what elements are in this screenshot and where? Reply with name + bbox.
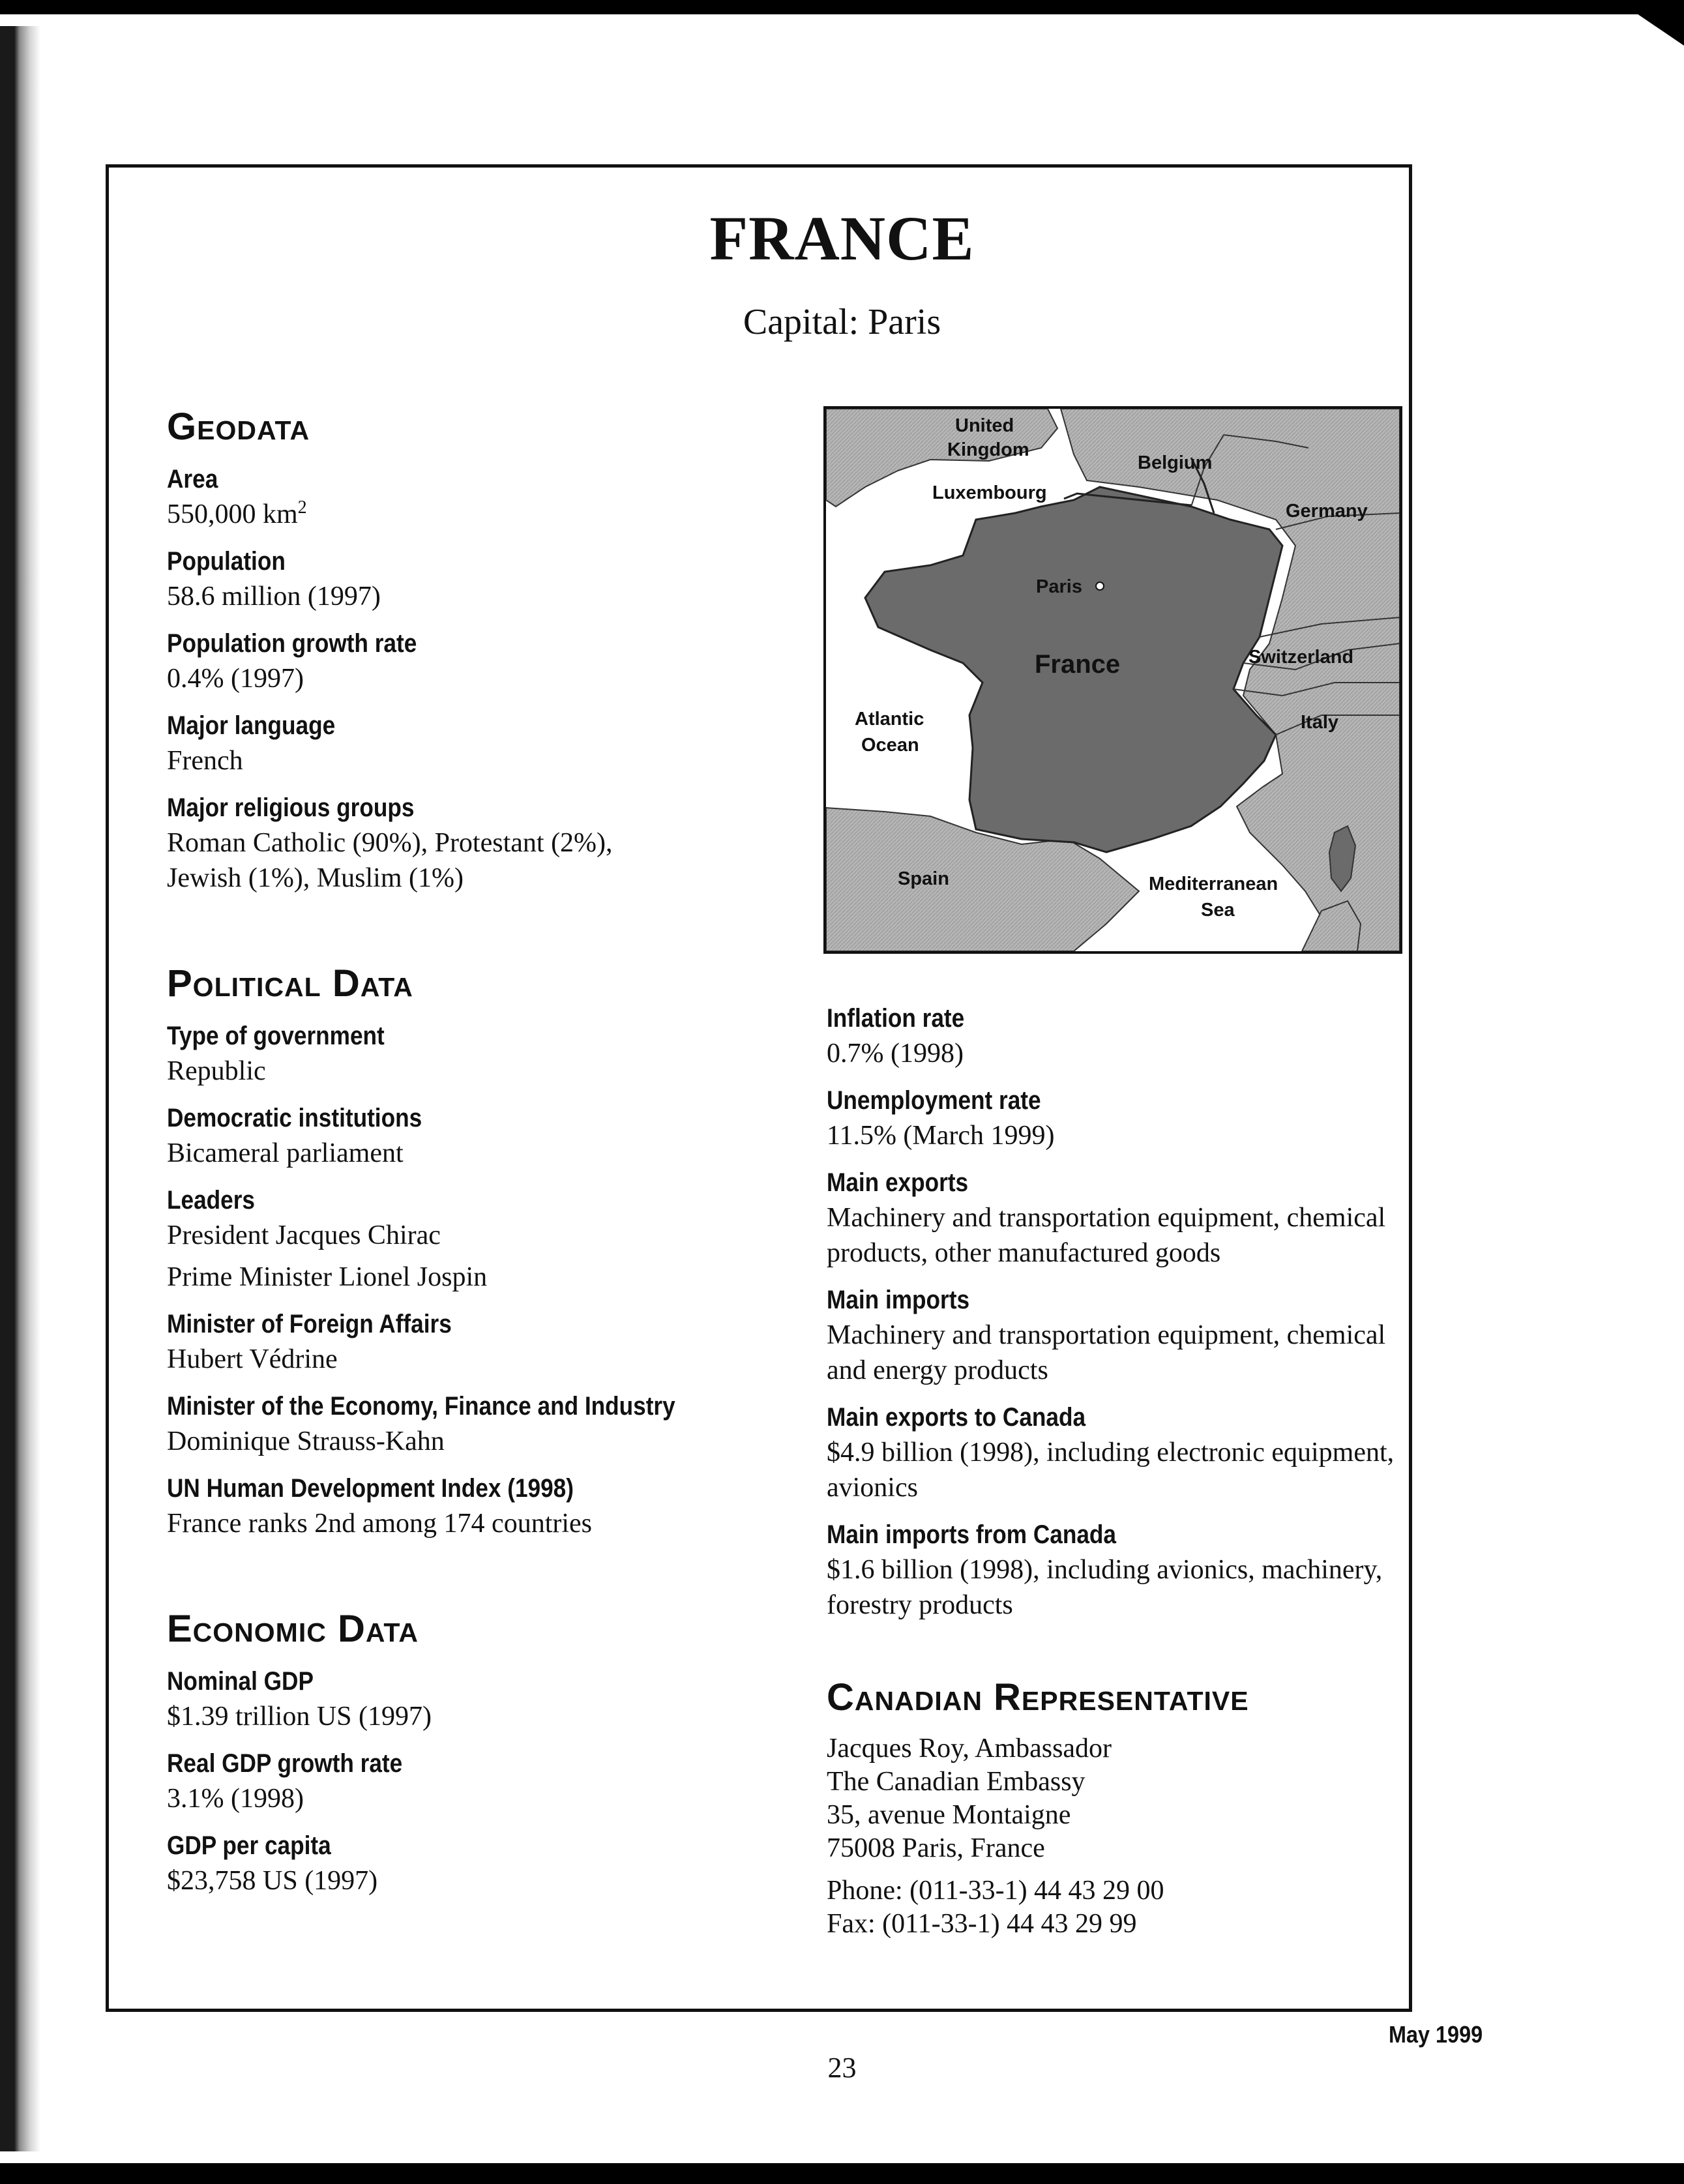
main-imports-field (827, 1282, 1446, 1388)
religion-value-line2: Jewish (1%), Muslim (1%) (167, 863, 464, 893)
foreign-minister-field (167, 1306, 819, 1377)
inflation-field (827, 1001, 1446, 1071)
main-imports-value-line2: and energy products (827, 1355, 1048, 1385)
exports-to-canada-value-line1: $4.9 billion (1998), including electronic equipment, (827, 1438, 1395, 1468)
map-label-france: France (1035, 650, 1121, 679)
map-label-mediterranean: Mediterranean (1149, 874, 1278, 894)
area-exponent: 2 (297, 497, 307, 518)
map-label-united: United (955, 415, 1014, 436)
exports-to-canada-field (827, 1400, 1446, 1505)
government-label: Type of government (167, 1022, 385, 1050)
unemployment-field (827, 1083, 1446, 1153)
economy-minister-field (167, 1389, 819, 1459)
imports-from-canada-field (827, 1517, 1446, 1623)
map-label-spain: Spain (898, 868, 949, 889)
gdp-growth-field (167, 1746, 819, 1816)
religion-value-line1: Roman Catholic (90%), Protestant (2%), (167, 828, 613, 858)
hdi-value: France ranks 2nd among 174 countries (167, 1509, 593, 1539)
main-exports-value-line2: products, other manufactured goods (827, 1238, 1221, 1268)
main-exports-value-line1: Machinery and transportation equipment, chemical (827, 1203, 1386, 1233)
map-label-switzerland: Switzerland (1248, 647, 1354, 668)
map-label-sea: Sea (1201, 900, 1235, 921)
footer-date: May 1999 (1389, 2021, 1483, 2048)
foreign-minister-value: Hubert Védrine (167, 1344, 338, 1374)
religion-field (167, 790, 819, 896)
leader-president: President Jacques Chirac (167, 1220, 441, 1250)
main-exports-field (827, 1165, 1446, 1271)
france-map-svg (826, 409, 1400, 951)
population-growth-label: Population growth rate (167, 629, 417, 658)
map-label-luxembourg: Luxembourg (932, 482, 1047, 503)
france-map (823, 406, 1402, 954)
imports-from-canada-label: Main imports from Canada (827, 1520, 1116, 1549)
embassy-street: 35, avenue Montaigne (827, 1800, 1071, 1830)
embassy-name: The Canadian Embassy (827, 1767, 1086, 1797)
map-label-paris: Paris (1036, 576, 1082, 597)
language-value: French (167, 746, 243, 776)
hdi-field (167, 1471, 819, 1541)
main-imports-value-line1: Machinery and transportation equipment, chemical (827, 1320, 1386, 1350)
map-label-ocean: Ocean (861, 735, 919, 756)
population-growth-field (167, 626, 819, 696)
scan-binding-edge (0, 26, 40, 2151)
leader-prime-minister: Prime Minister Lionel Jospin (167, 1262, 488, 1292)
scan-border-top (0, 0, 1684, 14)
scan-border-bottom (0, 2163, 1684, 2184)
map-label-italy: Italy (1301, 712, 1339, 733)
economy-minister-value: Dominique Strauss-Kahn (167, 1426, 445, 1456)
foreign-minister-label: Minister of Foreign Affairs (167, 1310, 452, 1338)
geodata-heading: Geodata (167, 406, 310, 448)
institutions-value: Bicameral parliament (167, 1138, 404, 1168)
population-growth-value: 0.4% (1997) (167, 664, 304, 694)
capital-subtitle: Capital: Paris (743, 302, 941, 342)
language-field (167, 708, 819, 778)
map-label-belgium: Belgium (1138, 452, 1213, 473)
right-column (827, 1001, 1446, 1941)
main-exports-label: Main exports (827, 1168, 969, 1197)
area-number: 550,000 km (167, 499, 298, 529)
gdp-per-capita-field (167, 1828, 819, 1898)
nominal-gdp-label: Nominal GDP (167, 1667, 314, 1696)
unemployment-value: 11.5% (March 1999) (827, 1121, 1055, 1151)
nominal-gdp-field (167, 1664, 819, 1734)
representative-heading: Canadian Representative (827, 1676, 1249, 1719)
religion-label: Major religious groups (167, 793, 415, 822)
population-field (167, 544, 819, 614)
left-column (167, 404, 819, 1910)
institutions-field (167, 1100, 819, 1171)
embassy-phone: Phone: (011-33-1) 44 43 29 00 (827, 1876, 1164, 1906)
nominal-gdp-value: $1.39 trillion US (1997) (167, 1702, 432, 1732)
page-number: 23 (827, 2052, 857, 2084)
imports-from-canada-value-line1: $1.6 billion (1998), including avionics, machinery, (827, 1555, 1383, 1585)
leaders-field (167, 1183, 819, 1295)
population-value: 58.6 million (1997) (167, 582, 381, 612)
economic-heading: Economic Data (167, 1608, 419, 1650)
political-heading: Political Data (167, 962, 413, 1005)
government-field (167, 1018, 819, 1089)
economy-minister-label: Minister of the Economy, Finance and Industry (167, 1392, 675, 1421)
population-label: Population (167, 547, 286, 576)
leaders-label: Leaders (167, 1186, 256, 1215)
gdp-per-capita-value: $23,758 US (1997) (167, 1866, 378, 1896)
ambassador-name: Jacques Roy, Ambassador (827, 1734, 1112, 1763)
area-label: Area (167, 465, 218, 494)
main-imports-label: Main imports (827, 1286, 970, 1314)
inflation-value: 0.7% (1998) (827, 1039, 964, 1069)
government-value: Republic (167, 1056, 266, 1086)
language-label: Major language (167, 711, 336, 740)
unemployment-label: Unemployment rate (827, 1086, 1041, 1115)
hdi-label: UN Human Development Index (1998) (167, 1474, 574, 1503)
area-value (167, 497, 819, 532)
exports-to-canada-label: Main exports to Canada (827, 1403, 1086, 1432)
exports-to-canada-value-line2: avionics (827, 1473, 918, 1503)
gdp-growth-value: 3.1% (1998) (167, 1784, 304, 1814)
page-title: FRANCE (709, 203, 975, 273)
gdp-growth-label: Real GDP growth rate (167, 1749, 403, 1778)
embassy-city: 75008 Paris, France (827, 1833, 1045, 1863)
embassy-fax: Fax: (011-33-1) 44 43 29 99 (827, 1909, 1137, 1939)
map-label-germany: Germany (1286, 501, 1368, 522)
map-label-kingdom: Kingdom (947, 439, 1029, 460)
inflation-label: Inflation rate (827, 1004, 965, 1033)
paris-marker (1096, 582, 1104, 590)
institutions-label: Democratic institutions (167, 1104, 422, 1132)
imports-from-canada-value-line2: forestry products (827, 1590, 1013, 1620)
gdp-per-capita-label: GDP per capita (167, 1831, 331, 1860)
map-label-atlantic: Atlantic (855, 709, 924, 730)
area-field (167, 462, 819, 532)
